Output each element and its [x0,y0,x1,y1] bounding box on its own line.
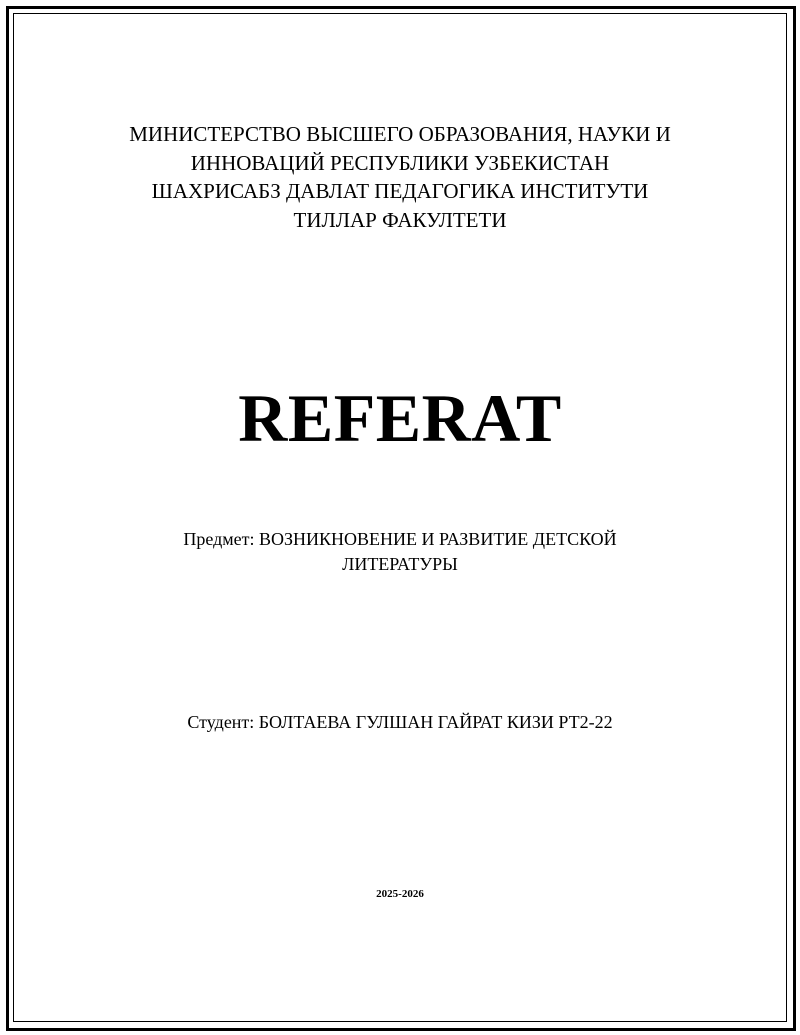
subject-line-1: Предмет: ВОЗНИКНОВЕНИЕ И РАЗВИТИЕ ДЕТСКОЙ [183,529,617,549]
institution-header [0,120,800,234]
header-line-faculty: ТИЛЛАР ФАКУЛТЕТИ [293,207,507,232]
subject-line-2: ЛИТЕРАТУРЫ [342,554,458,574]
subject-block [150,527,650,577]
academic-year: 2025-2026 [376,888,424,900]
header-line-ministry: МИНИСТЕРСТВО ВЫСШЕГО ОБРАЗОВАНИЯ, НАУКИ И [129,122,671,146]
header-line-republic: ИННОВАЦИЙ РЕСПУБЛИКИ УЗБЕКИСТАН [190,150,610,175]
student-line: Студент: БОЛТАЕВА ГУЛШАН ГАЙРАТ КИЗИ РТ2-22 [187,712,613,732]
header-line-institute: ШАХРИСАБЗ ДАВЛАТ ПЕДАГОГИКА ИНСТИТУТИ [151,179,649,203]
document-title: REFERAT [238,380,562,456]
